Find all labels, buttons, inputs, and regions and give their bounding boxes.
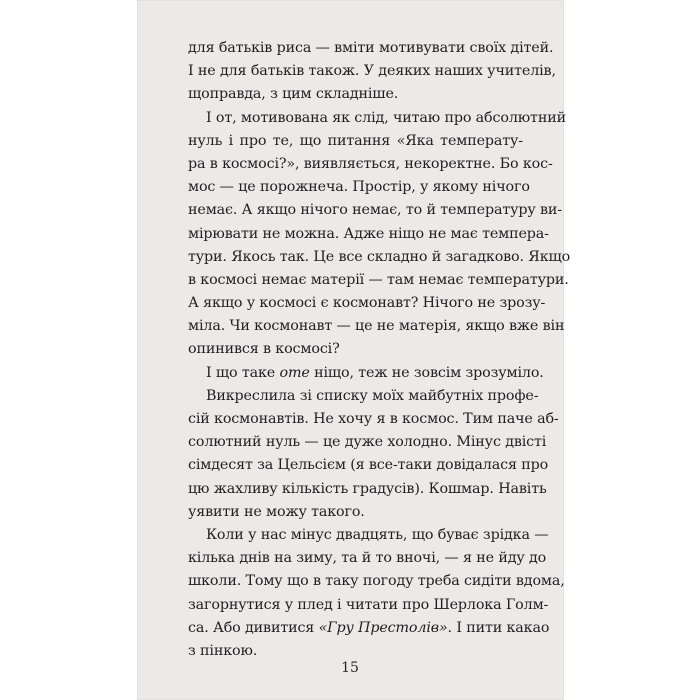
text-line: мірювати не можна. Адже ніщо не має темпера- — [188, 225, 549, 242]
text-line: уявити не можу такого. — [188, 503, 365, 520]
paragraph — [188, 362, 544, 385]
text-line: цю жахливу кількість градусів). Кошмар. Навіть — [188, 480, 547, 497]
paragraph — [188, 524, 565, 663]
text-line: са. Або дивитися «Гру Престолів». І пити какао — [188, 619, 550, 636]
paragraph — [188, 37, 556, 107]
text-line: Коли у нас мінус двадцять, що буває зрідка — — [206, 526, 549, 543]
text-line: мос — це порожнеча. Простір, у якому нічого — [188, 179, 530, 196]
text-line: І не для батьків також. У деяких наших учителів, — [188, 63, 556, 80]
text-line: немає. А якщо нічого немає, то й температуру ви- — [188, 202, 562, 219]
page-number: 15 — [341, 660, 359, 676]
text-line: загорнутися у плед і читати про Шерлока Голм- — [188, 596, 549, 613]
text-line: І що таке оте ніщо, теж не зовсім зрозуміло. — [206, 364, 544, 381]
text-line: щоправда, з цим складніше. — [188, 86, 399, 103]
text-line: тури. Якось так. Це все складно й загадково. Якщо — [188, 248, 571, 265]
text-line: для батьків риса — вміти мотивувати своїх дітей. — [188, 40, 554, 56]
text-line: ра в космосі?», виявляється, некоректне. Бо кос- — [188, 155, 553, 172]
paragraph — [188, 107, 571, 362]
text-line: школи. Тому що в таку погоду треба сидіти вдома, — [188, 573, 565, 590]
text-line: солютний нуль — це дуже холодно. Мінус двісті — [188, 434, 547, 451]
text-line: І от, мотивована як слід, читаю про абсолютний — [206, 109, 566, 126]
text-line: з пінкою. — [188, 642, 258, 659]
text-line: в космосі немає матерії — там немає температури. — [188, 271, 569, 288]
text-line: сій космонавтів. Не хочу я в космос. Тим паче аб- — [188, 411, 559, 427]
text-line: А якщо у космосі є космонавт? Нічого не зрозу- — [188, 295, 546, 312]
paragraph — [188, 385, 559, 524]
text-line: нуль і про те, що питання «Яка температу- — [188, 132, 523, 149]
text-line: кілька днів на зиму, та й то вночі, — я не йду до — [188, 550, 547, 567]
text-line: міла. Чи космонавт — це не матерія, якщо вже він — [188, 318, 565, 335]
text-line: сімдесят за Цельсієм (я все-таки довідалася про — [188, 457, 549, 474]
page-body-text — [188, 37, 571, 663]
text-line: Викреслила зі списку моїх майбутніх профе- — [206, 387, 539, 404]
text-line: опинився в космосі? — [188, 341, 340, 358]
